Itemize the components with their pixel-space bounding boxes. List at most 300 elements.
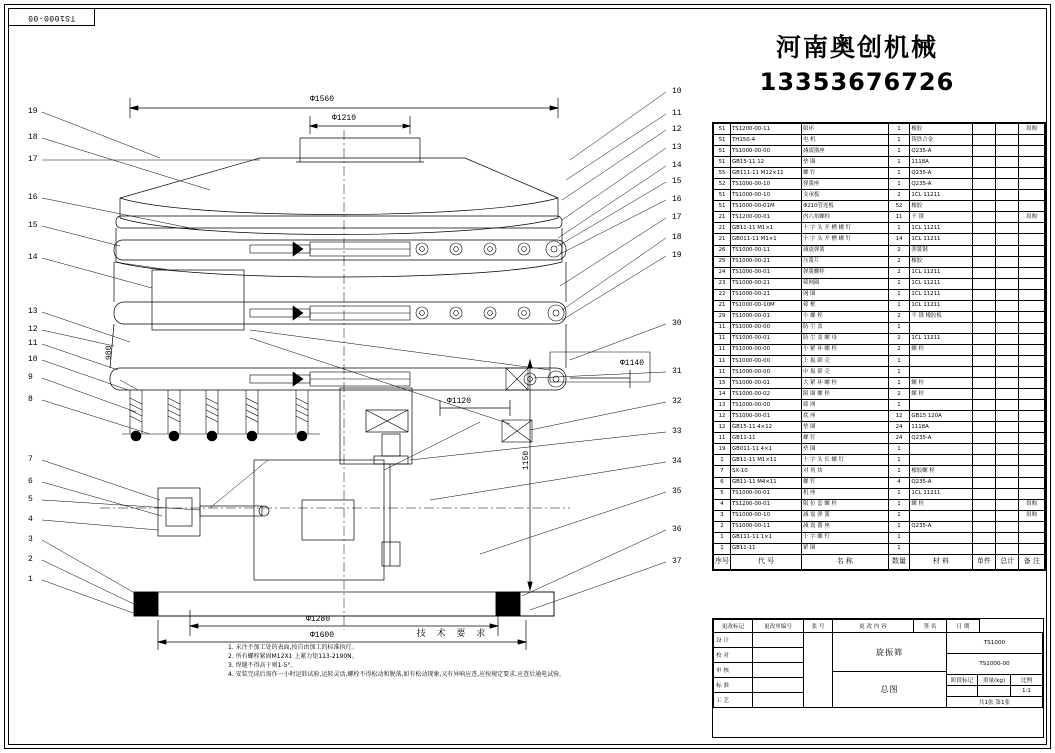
bom-cell-qty: 2 bbox=[888, 245, 910, 256]
bom-cell-weight-total bbox=[996, 532, 1019, 543]
bom-cell-code: TS1000-00-01M bbox=[731, 201, 802, 212]
bom-cell-no: 51 bbox=[714, 135, 731, 146]
bom-cell-name: 小 紧 环 螺 栓 bbox=[802, 344, 889, 355]
bom-cell-weight-single bbox=[972, 190, 995, 201]
bom-cell-weight-single bbox=[972, 400, 995, 411]
bom-cell-weight-single bbox=[972, 168, 995, 179]
bom-cell-qty: 1 bbox=[888, 278, 910, 289]
callout-right-13: 32 bbox=[672, 397, 682, 406]
bom-cell-name: 中 振 筛 壳 bbox=[802, 367, 889, 378]
bom-cell-name: 筛 框 bbox=[802, 300, 889, 311]
bom-cell-weight-single bbox=[972, 444, 995, 455]
bom-cell-weight-total bbox=[996, 278, 1019, 289]
bom-row bbox=[714, 168, 1045, 179]
bom-cell-material: 1118A bbox=[910, 422, 972, 433]
bom-cell-weight-total bbox=[996, 477, 1019, 488]
callout-left-1: 19 bbox=[28, 107, 38, 116]
bom-cell-name: 螺 钉 bbox=[802, 477, 889, 488]
bom-row bbox=[714, 223, 1045, 234]
bom-cell-code: TS1000-00-01 bbox=[731, 311, 802, 322]
bom-cell-name: 网 圈 bbox=[802, 289, 889, 300]
bom-table bbox=[712, 122, 1046, 571]
bom-cell-no: 21 bbox=[714, 223, 731, 234]
tech-line-2: 2. 所有螺栓紧固M12X1 上紧力矩113-2190N。 bbox=[228, 653, 358, 660]
bom-cell-material bbox=[910, 543, 972, 554]
bom-cell-material: 1CL 11211 bbox=[910, 300, 972, 311]
bom-cell-code: GB111-11 1×1 bbox=[731, 532, 802, 543]
bom-cell-code: TS1000-00-00 bbox=[731, 355, 802, 366]
callout-left-16: 4 bbox=[28, 515, 33, 524]
callout-left-5: 15 bbox=[28, 221, 38, 230]
bom-header-code: 代 号 bbox=[731, 554, 802, 569]
bom-cell-weight-total bbox=[996, 322, 1019, 333]
bom-cell-code: TS1000-00-10 bbox=[731, 190, 802, 201]
bom-cell-code: TS1000-00-01 bbox=[731, 378, 802, 389]
bom-cell-no: 1 bbox=[714, 455, 731, 466]
bom-cell-no: 2 bbox=[714, 521, 731, 532]
bom-cell-code: GB11-11 M4×11 bbox=[731, 477, 802, 488]
bom-cell-weight-total bbox=[996, 157, 1019, 168]
bom-cell-qty: 1 bbox=[888, 135, 910, 146]
bom-cell-weight-total bbox=[996, 190, 1019, 201]
bom-cell-weight-single bbox=[972, 543, 995, 554]
model-number: TS1000-00 bbox=[946, 653, 1043, 675]
bom-cell-no: 12 bbox=[714, 411, 731, 422]
bom-cell-weight-single bbox=[972, 389, 995, 400]
bom-row bbox=[714, 355, 1045, 366]
bom-row bbox=[714, 245, 1045, 256]
bom-cell-remark bbox=[1019, 466, 1045, 477]
bom-row bbox=[714, 322, 1045, 333]
bom-cell-material: 1CL 11211 bbox=[910, 267, 972, 278]
callout-right-7: 16 bbox=[672, 195, 682, 204]
bom-cell-remark bbox=[1019, 477, 1045, 488]
bom-cell-remark bbox=[1019, 201, 1045, 212]
bom-cell-weight-single bbox=[972, 223, 995, 234]
bom-cell-no: 13 bbox=[714, 400, 731, 411]
stage-label: 阶段标记 bbox=[946, 674, 978, 686]
bom-cell-no: 11 bbox=[714, 433, 731, 444]
bom-cell-material: 1CL 11211 bbox=[910, 289, 972, 300]
bom-cell-code: TS1000-00-10 bbox=[731, 510, 802, 521]
bom-cell-remark bbox=[1019, 367, 1045, 378]
bom-cell-weight-total bbox=[996, 201, 1019, 212]
bom-cell-weight-total bbox=[996, 355, 1019, 366]
assembly-drawing bbox=[10, 30, 700, 730]
bom-cell-remark bbox=[1019, 322, 1045, 333]
bom-cell-name: 上 振 筛 壳 bbox=[802, 355, 889, 366]
bom-cell-qty: 1 bbox=[888, 289, 910, 300]
bom-cell-qty: 1 bbox=[888, 444, 910, 455]
bom-cell-name: 小 螺 栓 bbox=[802, 311, 889, 322]
bom-cell-no: 51 bbox=[714, 146, 731, 157]
bom-cell-code: GB11-11 bbox=[731, 433, 802, 444]
bom-cell-material: 弹簧钢 bbox=[910, 245, 972, 256]
bom-cell-weight-single bbox=[972, 433, 995, 444]
bom-cell-code: TS1000-00-01 bbox=[731, 333, 802, 344]
bom-cell-name: 减震弹簧 bbox=[802, 245, 889, 256]
bom-cell-weight-total bbox=[996, 378, 1019, 389]
bom-cell-qty: 2 bbox=[888, 311, 910, 322]
bom-cell-material: 1CL 11211 bbox=[910, 333, 972, 344]
bom-cell-material: 铸铁合金 bbox=[910, 135, 972, 146]
bom-cell-weight-total bbox=[996, 311, 1019, 322]
callout-left-18: 2 bbox=[28, 555, 33, 564]
bom-cell-weight-single bbox=[972, 355, 995, 366]
bom-cell-no: 29 bbox=[714, 311, 731, 322]
callout-left-3: 17 bbox=[28, 155, 38, 164]
bom-cell-code: TS1000-00-00 bbox=[731, 146, 802, 157]
bom-cell-weight-total bbox=[996, 212, 1019, 223]
rev-header-number: 更改单编号 bbox=[752, 619, 804, 633]
bom-cell-qty: 1 bbox=[888, 466, 910, 477]
bom-header-no: 序号 bbox=[714, 554, 731, 569]
assembly-drawing-svg bbox=[10, 30, 700, 730]
bom-cell-weight-single bbox=[972, 378, 995, 389]
callout-right-14: 33 bbox=[672, 427, 682, 436]
bom-cell-material: GB15 120A bbox=[910, 411, 972, 422]
bom-cell-no: 51 bbox=[714, 157, 731, 168]
bom-cell-material bbox=[910, 400, 972, 411]
model-label: TS1000 bbox=[946, 632, 1043, 654]
bom-cell-weight-total bbox=[996, 256, 1019, 267]
bom-cell-no: 5 bbox=[714, 488, 731, 499]
bom-cell-remark bbox=[1019, 234, 1045, 245]
bom-cell-name: 螺 钉 bbox=[802, 433, 889, 444]
bom-cell-remark bbox=[1019, 433, 1045, 444]
bom-cell-weight-single bbox=[972, 466, 995, 477]
bom-cell-weight-total bbox=[996, 289, 1019, 300]
bom-cell-weight-total bbox=[996, 333, 1019, 344]
bom-row bbox=[714, 201, 1045, 212]
dim-top-inner: Φ1210 bbox=[332, 114, 357, 123]
bom-cell-material: Q235-A bbox=[910, 179, 972, 190]
bom-cell-material: 不 锈 bbox=[910, 212, 972, 223]
bom-header-name: 名 称 bbox=[802, 554, 889, 569]
bom-cell-material: 1CL 11211 bbox=[910, 223, 972, 234]
bom-cell-no: 52 bbox=[714, 179, 731, 190]
bom-cell-code: TS1000-00-00 bbox=[731, 400, 802, 411]
bom-cell-code: TS1000-00-21 bbox=[731, 278, 802, 289]
callout-right-3: 12 bbox=[672, 125, 682, 134]
callout-left-4: 16 bbox=[28, 193, 38, 202]
callout-left-11: 9 bbox=[28, 373, 33, 382]
bom-cell-material bbox=[910, 367, 972, 378]
bom-cell-name: 限 圈 螺 栓 bbox=[802, 389, 889, 400]
bom-cell-material: Q235-A bbox=[910, 521, 972, 532]
bom-table-element bbox=[713, 123, 1045, 570]
bom-cell-no: 21 bbox=[714, 300, 731, 311]
bom-row bbox=[714, 300, 1045, 311]
callout-left-8: 12 bbox=[28, 325, 38, 334]
callout-right-16: 35 bbox=[672, 487, 682, 496]
bom-cell-material bbox=[910, 444, 972, 455]
bom-cell-qty: 1 bbox=[888, 157, 910, 168]
bom-row bbox=[714, 190, 1045, 201]
bom-cell-no: 11 bbox=[714, 322, 731, 333]
bom-cell-material: 螺 栓 bbox=[910, 499, 972, 510]
bom-cell-name: 十 字 头 开 槽 螺 钉 bbox=[802, 223, 889, 234]
callout-right-11: 30 bbox=[672, 319, 682, 328]
callout-right-2: 11 bbox=[672, 109, 682, 118]
callout-left-2: 18 bbox=[28, 133, 38, 142]
dim-base-outer: Φ1600 bbox=[310, 631, 335, 640]
bom-cell-name: 大 紧 环 螺 栓 bbox=[802, 378, 889, 389]
weight-label: 重量(kg) bbox=[977, 674, 1011, 686]
bom-cell-remark bbox=[1019, 389, 1045, 400]
bom-cell-remark bbox=[1019, 179, 1045, 190]
bom-cell-name: 底 座 bbox=[802, 411, 889, 422]
bom-cell-no: 15 bbox=[714, 378, 731, 389]
tech-line-4: 4. 安装完成后需作一小时运转试验,运转灵活,螺栓不得松动和脱落,如有松动现象,又有异响应查,应按规定要求,应查后通电试验。 bbox=[228, 671, 566, 678]
sheet-count: 共1张 第1张 bbox=[946, 696, 1043, 708]
bom-cell-weight-single bbox=[972, 510, 995, 521]
bom-cell-remark bbox=[1019, 411, 1045, 422]
bom-cell-name: 减震器座 bbox=[802, 146, 889, 157]
bom-row bbox=[714, 510, 1045, 521]
bom-cell-no: 21 bbox=[714, 212, 731, 223]
bom-cell-material: 1CL 11211 bbox=[910, 278, 972, 289]
bom-cell-qty: 1 bbox=[888, 146, 910, 157]
bom-row bbox=[714, 378, 1045, 389]
bom-cell-material: 1CL 11211 bbox=[910, 488, 972, 499]
bom-cell-remark: 组购 bbox=[1019, 510, 1045, 521]
bom-cell-no: 11 bbox=[714, 344, 731, 355]
bom-cell-remark bbox=[1019, 311, 1045, 322]
dim-height-left: 980 bbox=[105, 345, 114, 360]
bom-cell-qty: 24 bbox=[888, 433, 910, 444]
bom-cell-weight-total bbox=[996, 124, 1019, 135]
bom-cell-no: 23 bbox=[714, 278, 731, 289]
bom-cell-name: 内六角螺栓 bbox=[802, 212, 889, 223]
bom-cell-qty: 1 bbox=[888, 355, 910, 366]
bom-cell-qty: 1 bbox=[888, 223, 910, 234]
bom-cell-material: 橡胶 bbox=[910, 124, 972, 135]
bom-cell-name: 压簧片 bbox=[802, 256, 889, 267]
bom-row bbox=[714, 521, 1045, 532]
bom-cell-material bbox=[910, 510, 972, 521]
callout-right-1: 10 bbox=[672, 87, 682, 96]
bom-cell-qty: 52 bbox=[888, 201, 910, 212]
company-phone: 13353676726 bbox=[759, 68, 955, 96]
bom-cell-remark bbox=[1019, 422, 1045, 433]
role-standard: 标 准 bbox=[713, 677, 753, 693]
bom-cell-weight-single bbox=[972, 311, 995, 322]
bom-cell-name: 垫 圈 bbox=[802, 444, 889, 455]
bom-cell-no: 24 bbox=[714, 267, 731, 278]
bom-cell-qty: 1 bbox=[888, 510, 910, 521]
bom-cell-code: GB011-11 4×1 bbox=[731, 444, 802, 455]
bom-cell-no: 22 bbox=[714, 289, 731, 300]
bom-cell-weight-single bbox=[972, 322, 995, 333]
bom-row bbox=[714, 289, 1045, 300]
bom-cell-material: 1CL 11211 bbox=[910, 190, 972, 201]
bom-cell-material: 1CL 11211 bbox=[910, 234, 972, 245]
bom-cell-code: GB11-11 bbox=[731, 543, 802, 554]
callout-right-9: 18 bbox=[672, 233, 682, 242]
bom-cell-remark bbox=[1019, 455, 1045, 466]
role-review: 审 核 bbox=[713, 662, 753, 678]
bom-cell-name: 机 座 bbox=[802, 488, 889, 499]
bom-cell-qty: 1 bbox=[888, 543, 910, 554]
bom-cell-qty: 12 bbox=[888, 411, 910, 422]
bom-header-weight-single: 单件 bbox=[972, 554, 995, 569]
bom-cell-no: 1 bbox=[714, 543, 731, 554]
bom-cell-qty: 24 bbox=[888, 422, 910, 433]
bom-cell-remark bbox=[1019, 333, 1045, 344]
bom-row bbox=[714, 367, 1045, 378]
bom-cell-no: 7 bbox=[714, 466, 731, 477]
bom-cell-material bbox=[910, 455, 972, 466]
bom-cell-name: 减 震 弹 簧 bbox=[802, 510, 889, 521]
bom-cell-weight-total bbox=[996, 389, 1019, 400]
bom-cell-remark bbox=[1019, 168, 1045, 179]
bom-cell-code: TS1000-00-00 bbox=[731, 367, 802, 378]
bom-cell-code: TS1000-00-21 bbox=[731, 256, 802, 267]
bom-cell-material bbox=[910, 322, 972, 333]
bom-row bbox=[714, 179, 1045, 190]
tech-line-1: 1. 未注不加工处的表面,按自由加工的标准执行。 bbox=[228, 644, 358, 651]
callout-right-17: 36 bbox=[672, 525, 682, 534]
bom-cell-code: SX-10 bbox=[731, 466, 802, 477]
bom-cell-material: 橡胶 bbox=[910, 256, 972, 267]
bom-cell-remark: 组购 bbox=[1019, 124, 1045, 135]
bom-cell-qty: 2 bbox=[888, 333, 910, 344]
bom-cell-no: 12 bbox=[714, 422, 731, 433]
rev-header-content: 更 改 内 容 bbox=[832, 619, 914, 633]
bom-cell-no: 55 bbox=[714, 168, 731, 179]
bom-cell-weight-single bbox=[972, 245, 995, 256]
bom-row bbox=[714, 278, 1045, 289]
bom-cell-weight-total bbox=[996, 344, 1019, 355]
bom-cell-weight-total bbox=[996, 245, 1019, 256]
bom-cell-weight-total bbox=[996, 433, 1019, 444]
bom-cell-name: 减 震 器 座 bbox=[802, 521, 889, 532]
bom-cell-weight-single bbox=[972, 455, 995, 466]
bom-cell-no: 51 bbox=[714, 201, 731, 212]
bom-cell-remark bbox=[1019, 344, 1045, 355]
bom-cell-material: Q235-A bbox=[910, 477, 972, 488]
bom-cell-qty: 2 bbox=[888, 267, 910, 278]
bom-cell-weight-single bbox=[972, 488, 995, 499]
bom-cell-remark: 组购 bbox=[1019, 499, 1045, 510]
bom-cell-weight-single bbox=[972, 477, 995, 488]
bom-cell-weight-single bbox=[972, 289, 995, 300]
bom-cell-weight-single bbox=[972, 124, 995, 135]
bom-row bbox=[714, 466, 1045, 477]
callout-left-7: 13 bbox=[28, 307, 38, 316]
bom-cell-weight-total bbox=[996, 422, 1019, 433]
bom-cell-code: TS1000-00-01 bbox=[731, 267, 802, 278]
bom-row bbox=[714, 234, 1045, 245]
bom-cell-remark bbox=[1019, 521, 1045, 532]
bom-cell-weight-total bbox=[996, 543, 1019, 554]
bom-cell-weight-total bbox=[996, 444, 1019, 455]
bom-cell-no: 11 bbox=[714, 367, 731, 378]
callout-right-12: 31 bbox=[672, 367, 682, 376]
product-name: 旋振筛 bbox=[832, 632, 947, 672]
bom-cell-material bbox=[910, 532, 972, 543]
bom-cell-remark bbox=[1019, 146, 1045, 157]
bom-row bbox=[714, 389, 1045, 400]
callout-left-9: 11 bbox=[28, 339, 38, 348]
role-process-name bbox=[752, 692, 804, 708]
bom-header-remark: 备 注 bbox=[1019, 554, 1045, 569]
bom-row bbox=[714, 256, 1045, 267]
bom-cell-name: 十 字 螺 钉 bbox=[802, 532, 889, 543]
bom-header-qty: 数量 bbox=[888, 554, 910, 569]
bom-cell-code: TS1200-00-01 bbox=[731, 499, 802, 510]
role-review-name bbox=[752, 662, 804, 678]
bom-cell-code: TS1000-00-11 bbox=[731, 245, 802, 256]
bom-cell-material: 1118A bbox=[910, 157, 972, 168]
bom-cell-weight-total bbox=[996, 466, 1019, 477]
bom-cell-qty: 1 bbox=[888, 532, 910, 543]
company-name: 河南奥创机械 bbox=[775, 33, 938, 62]
bom-cell-weight-single bbox=[972, 300, 995, 311]
bom-cell-no: 4 bbox=[714, 499, 731, 510]
bom-cell-qty: 1 bbox=[888, 124, 910, 135]
scale-label: 比例 bbox=[1010, 674, 1043, 686]
role-check: 校 对 bbox=[713, 647, 753, 663]
bom-cell-name: 螺 钉 bbox=[802, 168, 889, 179]
callout-left-15: 5 bbox=[28, 495, 33, 504]
bom-cell-code: TS1000-00-02 bbox=[731, 389, 802, 400]
bom-cell-no: 11 bbox=[714, 355, 731, 366]
dim-top-outer: Φ1560 bbox=[310, 95, 335, 104]
bom-cell-code: GB111-11 M12×11 bbox=[731, 168, 802, 179]
bom-cell-material: 螺 栓 bbox=[910, 389, 972, 400]
bom-cell-code: TS1000-00-01 bbox=[731, 411, 802, 422]
bom-cell-weight-single bbox=[972, 422, 995, 433]
bom-row bbox=[714, 433, 1045, 444]
drawing-code: TS1000-00 bbox=[27, 13, 76, 22]
bom-cell-remark bbox=[1019, 245, 1045, 256]
rev-header-date: 日 期 bbox=[946, 619, 980, 633]
bom-cell-weight-single bbox=[972, 499, 995, 510]
bom-row bbox=[714, 333, 1045, 344]
bom-cell-weight-single bbox=[972, 521, 995, 532]
role-standard-name bbox=[752, 677, 804, 693]
bom-cell-remark bbox=[1019, 256, 1045, 267]
bom-cell-weight-total bbox=[996, 499, 1019, 510]
callout-right-18: 37 bbox=[672, 557, 682, 566]
bom-cell-weight-single bbox=[972, 234, 995, 245]
bom-cell-material: 橡胶 bbox=[910, 201, 972, 212]
bom-cell-code: GB15-11 4×12 bbox=[731, 422, 802, 433]
bom-cell-weight-single bbox=[972, 411, 995, 422]
callout-left-13: 7 bbox=[28, 455, 33, 464]
role-design: 设 计 bbox=[713, 632, 753, 648]
bom-cell-material: 螺 栓 bbox=[910, 344, 972, 355]
callout-left-6: 14 bbox=[28, 253, 38, 262]
bom-cell-qty: 2 bbox=[888, 389, 910, 400]
bom-cell-code: TS1000-00-00 bbox=[731, 322, 802, 333]
bom-cell-remark bbox=[1019, 190, 1045, 201]
dim-base-inner: Φ1280 bbox=[306, 615, 331, 624]
bom-cell-weight-single bbox=[972, 344, 995, 355]
bom-cell-qty: 11 bbox=[888, 212, 910, 223]
bom-cell-qty: 4 bbox=[888, 477, 910, 488]
bom-cell-weight-single bbox=[972, 333, 995, 344]
bom-cell-code: TS1000-00-00 bbox=[731, 344, 802, 355]
tech-line-3: 3. 焊缝不得高于则1-5°。 bbox=[228, 662, 297, 669]
bom-cell-no: 51 bbox=[714, 124, 731, 135]
bom-cell-weight-total bbox=[996, 223, 1019, 234]
bom-cell-qty: 1 bbox=[888, 400, 910, 411]
callout-right-6: 15 bbox=[672, 177, 682, 186]
bom-row bbox=[714, 422, 1045, 433]
